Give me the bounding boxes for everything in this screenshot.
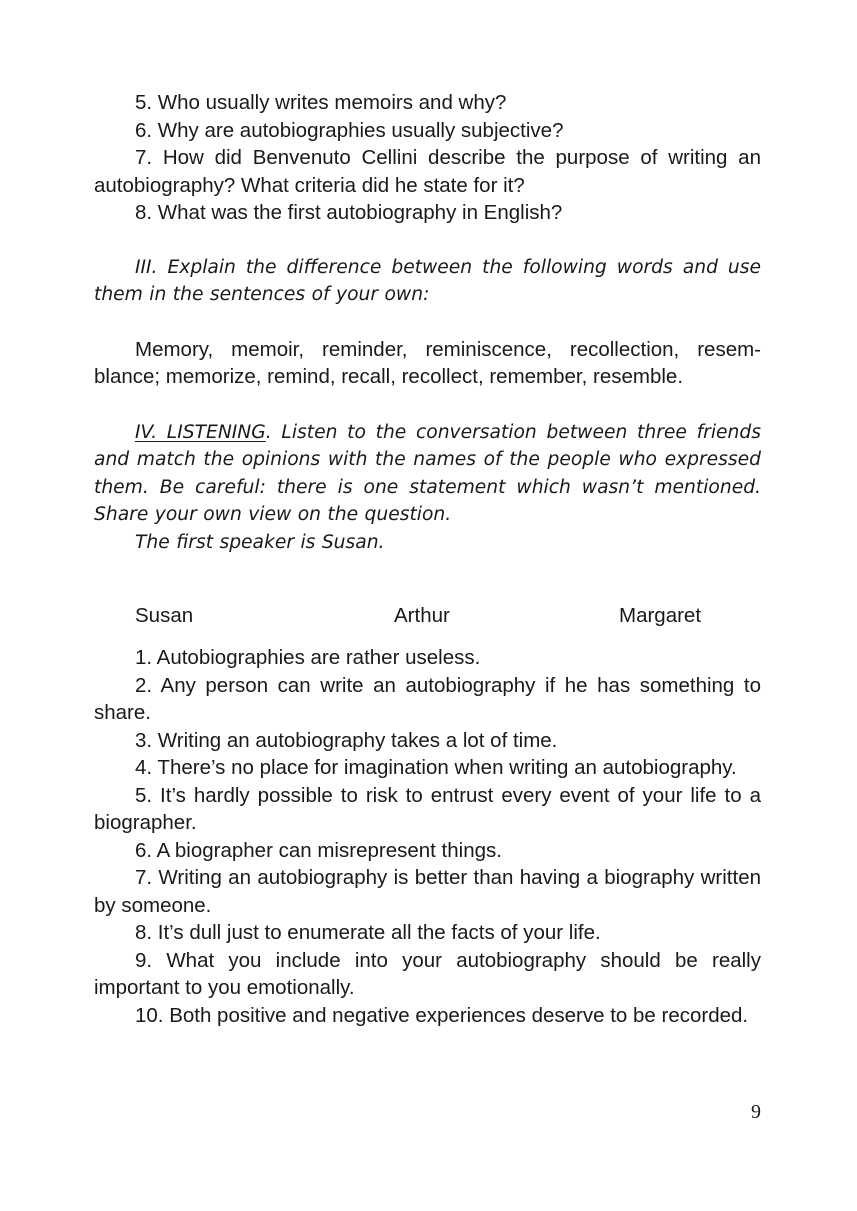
task-3-instruction: III. Explain the difference between the following words and use them in the sentences of your own: <box>94 256 761 305</box>
statement-item: 3. Writing an autobiography takes a lot of time. <box>135 728 558 752</box>
task-4-instruction <box>94 419 761 529</box>
statement-item: 6. A biographer can misrepresent things. <box>135 838 502 862</box>
statement-item: 5. It’s hardly possible to risk to entrust every event of your life to a biographer. <box>94 783 761 834</box>
statement-item: 2. Any person can write an autobiography if he has something to share. <box>94 673 761 724</box>
first-speaker-note: The first speaker is Susan. <box>135 531 385 553</box>
statements-list <box>94 644 761 1029</box>
page-number: 9 <box>751 1101 761 1123</box>
statement-item: 8. It’s dull just to enumerate all the facts of your life. <box>135 921 601 944</box>
statement-item: 10. Both positive and negative experiences deserve to be recorded. <box>135 1003 749 1027</box>
question-item: 6. Why are autobiographies usually subjective? <box>135 118 564 142</box>
task-3-word-list: Memory, memoir, reminder, reminiscence, recollection, resem-blance; memorize, remind, recall, recollect, remember, resemble. <box>94 337 761 388</box>
speaker-name: Susan <box>135 604 194 627</box>
question-item: 8. What was the first autobiography in English? <box>135 201 563 224</box>
task-4-label: IV. LISTENING <box>135 421 266 443</box>
question-item: 7. How did Benvenuto Cellini describe the purpose of writing an autobiography? What criteria did he state for it? <box>94 146 761 197</box>
statement-item: 9. What you include into your autobiography should be really important to you emotionally. <box>94 948 761 999</box>
statement-item: 7. Writing an autobiography is better than having a biography written by someone. <box>94 866 761 917</box>
speaker-names <box>94 602 761 630</box>
speaker-name: Margaret <box>619 604 702 627</box>
statement-item: 1. Autobiographies are rather useless. <box>135 646 481 669</box>
task-4-instruction-text: . Listen to the conversation between three friends and match the opinions with the names of the people who expressed them. Be careful: there is one statement which wasn’t mentioned. Share your own view on the question. <box>94 421 761 525</box>
page-content <box>94 89 761 1029</box>
speaker-name: Arthur <box>394 604 450 627</box>
questions-list <box>94 89 761 227</box>
statement-item: 4. There’s no place for imagination when writing an autobiography. <box>135 756 737 779</box>
question-item: 5. Who usually writes memoirs and why? <box>135 91 507 114</box>
